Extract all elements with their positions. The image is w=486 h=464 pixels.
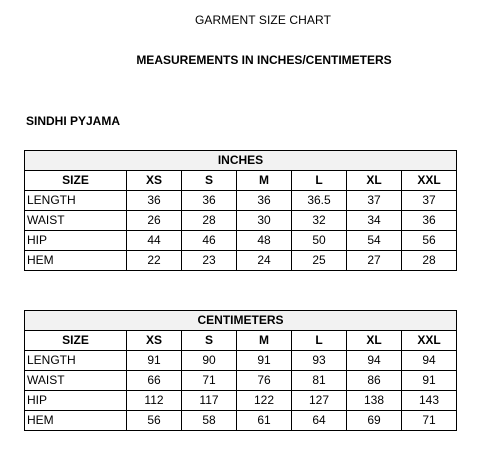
table-cell: 46: [182, 231, 237, 251]
column-header-size: SIZE: [25, 331, 127, 351]
table-cell: 54: [347, 231, 402, 251]
table-row-waist: [25, 211, 457, 231]
table-cell: 30: [237, 211, 292, 231]
table-cell: 86: [347, 371, 402, 391]
table-cell: 94: [347, 351, 402, 371]
column-header-xxl: XXL: [402, 331, 457, 351]
table-cell: 90: [182, 351, 237, 371]
table-cell: 37: [347, 191, 402, 211]
table-cell: 56: [402, 231, 457, 251]
table-row-length: [25, 191, 457, 211]
table-cell: 91: [237, 351, 292, 371]
column-header-l: L: [292, 171, 347, 191]
column-header-xl: XL: [347, 171, 402, 191]
table-unit-label: INCHES: [25, 151, 457, 171]
table-cell: 48: [237, 231, 292, 251]
table-row-hip: [25, 391, 457, 411]
table-cell: 64: [292, 411, 347, 431]
table-cell: 122: [237, 391, 292, 411]
table-cell: 66: [127, 371, 182, 391]
row-label: HIP: [25, 391, 127, 411]
column-header-xl: XL: [347, 331, 402, 351]
table-cell: 117: [182, 391, 237, 411]
row-label: HIP: [25, 231, 127, 251]
column-header-s: S: [182, 171, 237, 191]
table-cell: 36: [237, 191, 292, 211]
row-label: LENGTH: [25, 351, 127, 371]
table-unit-row: [25, 151, 457, 171]
table-cell: 32: [292, 211, 347, 231]
column-header-xxl: XXL: [402, 171, 457, 191]
table-cell: 27: [347, 251, 402, 271]
product-name: SINDHI PYJAMA: [26, 114, 121, 128]
table-cell: 34: [347, 211, 402, 231]
table-cell: 138: [347, 391, 402, 411]
table-row-hem: [25, 411, 457, 431]
table-row-hip: [25, 231, 457, 251]
table-cell: 81: [292, 371, 347, 391]
size-table-inches: [24, 150, 457, 271]
table-cell: 28: [182, 211, 237, 231]
table-cell: 36: [402, 211, 457, 231]
row-label: WAIST: [25, 211, 127, 231]
table-header-row: [25, 331, 457, 351]
table-cell: 91: [127, 351, 182, 371]
column-header-m: M: [237, 331, 292, 351]
table-cell: 36: [182, 191, 237, 211]
document-subtitle: MEASUREMENTS IN INCHES/CENTIMETERS: [136, 53, 392, 67]
table-row-length: [25, 351, 457, 371]
table-cell: 26: [127, 211, 182, 231]
table-cell: 44: [127, 231, 182, 251]
table-header-row: [25, 171, 457, 191]
column-header-xs: XS: [127, 171, 182, 191]
document-title: GARMENT SIZE CHART: [194, 13, 332, 27]
table-cell: 25: [292, 251, 347, 271]
table-cell: 112: [127, 391, 182, 411]
table-cell: 50: [292, 231, 347, 251]
table-cell: 36: [127, 191, 182, 211]
table-cell: 143: [402, 391, 457, 411]
table-unit-row: [25, 311, 457, 331]
table-cell: 37: [402, 191, 457, 211]
row-label: WAIST: [25, 371, 127, 391]
table-row-hem: [25, 251, 457, 271]
row-label: HEM: [25, 251, 127, 271]
table-cell: 91: [402, 371, 457, 391]
column-header-size: SIZE: [25, 171, 127, 191]
table-cell: 76: [237, 371, 292, 391]
column-header-xs: XS: [127, 331, 182, 351]
size-table-centimeters: [24, 310, 457, 431]
table-cell: 71: [182, 371, 237, 391]
table-cell: 93: [292, 351, 347, 371]
table-unit-label: CENTIMETERS: [25, 311, 457, 331]
table-cell: 36.5: [292, 191, 347, 211]
table-cell: 23: [182, 251, 237, 271]
column-header-l: L: [292, 331, 347, 351]
table-cell: 69: [347, 411, 402, 431]
table-row-waist: [25, 371, 457, 391]
column-header-m: M: [237, 171, 292, 191]
table-cell: 127: [292, 391, 347, 411]
table-cell: 61: [237, 411, 292, 431]
column-header-s: S: [182, 331, 237, 351]
table-cell: 58: [182, 411, 237, 431]
table-cell: 24: [237, 251, 292, 271]
table-cell: 94: [402, 351, 457, 371]
row-label: LENGTH: [25, 191, 127, 211]
row-label: HEM: [25, 411, 127, 431]
table-cell: 28: [402, 251, 457, 271]
table-cell: 56: [127, 411, 182, 431]
table-cell: 71: [402, 411, 457, 431]
table-cell: 22: [127, 251, 182, 271]
